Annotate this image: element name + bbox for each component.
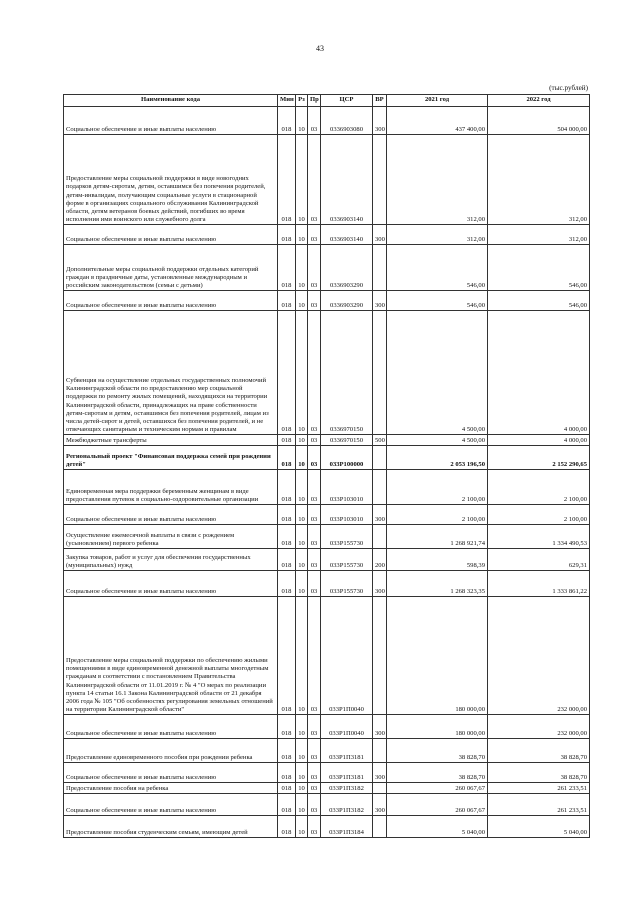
cell-rz: 10 bbox=[296, 525, 308, 549]
cell-rz: 10 bbox=[296, 435, 308, 446]
table-row bbox=[64, 446, 590, 470]
cell-pr: 03 bbox=[308, 597, 321, 715]
cell-min: 018 bbox=[278, 763, 296, 783]
cell-2022: 2 100,00 bbox=[488, 505, 590, 525]
cell-pr: 03 bbox=[308, 739, 321, 763]
cell-vr: 200 bbox=[373, 549, 387, 571]
cell-pr: 03 bbox=[308, 505, 321, 525]
cell-name: Социальное обеспечение и иные выплаты населению bbox=[64, 571, 278, 597]
cell-2022: 4 000,00 bbox=[488, 311, 590, 435]
cell-name: Субвенция на осуществление отдельных государственных полномочий Калининградской области по предоставлению мер социальной поддержки по ремонту жилых помещений, находящихся на территории Калининградской области, принадлежащих на праве собственности детям-сиротам и детям, оставшимся без попечения родителей, лицам из числа детей-сирот и детей, оставшихся без попечения родителей, и не отвечающих санитарным и техническим нормам и правилам bbox=[64, 311, 278, 435]
cell-2021: 598,39 bbox=[387, 549, 488, 571]
cell-rz: 10 bbox=[296, 739, 308, 763]
cell-min: 018 bbox=[278, 597, 296, 715]
table-row bbox=[64, 107, 590, 135]
cell-csr: 033P1П3182 bbox=[321, 783, 373, 794]
cell-min: 018 bbox=[278, 783, 296, 794]
cell-2021: 437 400,00 bbox=[387, 107, 488, 135]
cell-2022: 232 000,00 bbox=[488, 597, 590, 715]
cell-name: Предоставление пособия на ребенка bbox=[64, 783, 278, 794]
cell-csr: 033P1П0040 bbox=[321, 715, 373, 739]
cell-csr: 033P103010 bbox=[321, 505, 373, 525]
cell-min: 018 bbox=[278, 107, 296, 135]
cell-name: Дополнительные меры социальной поддержки отдельных категорий граждан в праздничные даты, установленные международным и российским законодательством (семьи с детьми) bbox=[64, 245, 278, 291]
cell-2021: 4 500,00 bbox=[387, 435, 488, 446]
cell-rz: 10 bbox=[296, 107, 308, 135]
cell-min: 018 bbox=[278, 505, 296, 525]
cell-min: 018 bbox=[278, 571, 296, 597]
cell-rz: 10 bbox=[296, 470, 308, 505]
cell-2021: 260 067,67 bbox=[387, 794, 488, 816]
cell-vr bbox=[373, 245, 387, 291]
cell-2022: 261 233,51 bbox=[488, 794, 590, 816]
table-row bbox=[64, 470, 590, 505]
cell-name: Социальное обеспечение и иные выплаты населению bbox=[64, 291, 278, 311]
cell-2022: 629,31 bbox=[488, 549, 590, 571]
cell-min: 018 bbox=[278, 311, 296, 435]
cell-vr: 300 bbox=[373, 291, 387, 311]
cell-2021: 5 040,00 bbox=[387, 816, 488, 838]
header-csr: ЦСР bbox=[321, 95, 373, 107]
cell-pr: 03 bbox=[308, 525, 321, 549]
cell-pr: 03 bbox=[308, 783, 321, 794]
cell-rz: 10 bbox=[296, 225, 308, 245]
cell-csr: 033P1П3181 bbox=[321, 739, 373, 763]
cell-min: 018 bbox=[278, 225, 296, 245]
table-row bbox=[64, 571, 590, 597]
cell-2022: 1 334 490,53 bbox=[488, 525, 590, 549]
cell-pr: 03 bbox=[308, 549, 321, 571]
cell-rz: 10 bbox=[296, 715, 308, 739]
cell-2022: 38 828,70 bbox=[488, 763, 590, 783]
cell-csr: 0336903140 bbox=[321, 225, 373, 245]
header-name: Наименование кода bbox=[64, 95, 278, 107]
cell-2022: 504 000,00 bbox=[488, 107, 590, 135]
header-2021: 2021 год bbox=[387, 95, 488, 107]
cell-name: Региональный проект "Финансовая поддержка семей при рождении детей" bbox=[64, 446, 278, 470]
cell-2022: 2 100,00 bbox=[488, 470, 590, 505]
cell-vr: 500 bbox=[373, 435, 387, 446]
table-row bbox=[64, 549, 590, 571]
cell-min: 018 bbox=[278, 245, 296, 291]
table-row bbox=[64, 597, 590, 715]
cell-2022: 546,00 bbox=[488, 245, 590, 291]
cell-vr bbox=[373, 739, 387, 763]
cell-csr: 0336970150 bbox=[321, 435, 373, 446]
cell-min: 018 bbox=[278, 715, 296, 739]
header-vr: ВР bbox=[373, 95, 387, 107]
cell-2022: 2 152 290,65 bbox=[488, 446, 590, 470]
cell-2022: 1 333 861,22 bbox=[488, 571, 590, 597]
cell-rz: 10 bbox=[296, 549, 308, 571]
header-2022: 2022 год bbox=[488, 95, 590, 107]
cell-pr: 03 bbox=[308, 794, 321, 816]
cell-csr: 033P155730 bbox=[321, 549, 373, 571]
cell-min: 018 bbox=[278, 794, 296, 816]
cell-name: Социальное обеспечение и иные выплаты населению bbox=[64, 794, 278, 816]
cell-rz: 10 bbox=[296, 794, 308, 816]
cell-vr bbox=[373, 446, 387, 470]
cell-csr: 0336903140 bbox=[321, 135, 373, 225]
cell-min: 018 bbox=[278, 470, 296, 505]
cell-pr: 03 bbox=[308, 225, 321, 245]
cell-name: Осуществление ежемесячной выплаты в связи с рождением (усыновлением) первого ребенка bbox=[64, 525, 278, 549]
cell-rz: 10 bbox=[296, 783, 308, 794]
cell-2021: 38 828,70 bbox=[387, 763, 488, 783]
table-row bbox=[64, 783, 590, 794]
table-row bbox=[64, 291, 590, 311]
cell-csr: 0336903080 bbox=[321, 107, 373, 135]
cell-vr bbox=[373, 783, 387, 794]
table-row bbox=[64, 715, 590, 739]
cell-pr: 03 bbox=[308, 107, 321, 135]
table-row bbox=[64, 135, 590, 225]
cell-rz: 10 bbox=[296, 311, 308, 435]
cell-pr: 03 bbox=[308, 763, 321, 783]
cell-min: 018 bbox=[278, 549, 296, 571]
table-row bbox=[64, 311, 590, 435]
table-row bbox=[64, 763, 590, 783]
cell-min: 018 bbox=[278, 739, 296, 763]
cell-csr: 0336903290 bbox=[321, 291, 373, 311]
units-label: (тыс.рублей) bbox=[549, 84, 588, 92]
cell-name: Социальное обеспечение и иные выплаты населению bbox=[64, 225, 278, 245]
cell-2022: 261 233,51 bbox=[488, 783, 590, 794]
cell-name: Единовременная мера поддержки беременным женщинам в виде предоставления путевок в социально-оздоровительные организации bbox=[64, 470, 278, 505]
cell-2021: 546,00 bbox=[387, 245, 488, 291]
cell-vr: 300 bbox=[373, 571, 387, 597]
cell-min: 018 bbox=[278, 446, 296, 470]
cell-2022: 232 000,00 bbox=[488, 715, 590, 739]
cell-2021: 4 500,00 bbox=[387, 311, 488, 435]
cell-pr: 03 bbox=[308, 291, 321, 311]
cell-pr: 03 bbox=[308, 311, 321, 435]
cell-2021: 2 100,00 bbox=[387, 505, 488, 525]
cell-2022: 546,00 bbox=[488, 291, 590, 311]
cell-csr: 033P100000 bbox=[321, 446, 373, 470]
cell-name: Социальное обеспечение и иные выплаты населению bbox=[64, 505, 278, 525]
cell-vr: 300 bbox=[373, 505, 387, 525]
cell-pr: 03 bbox=[308, 135, 321, 225]
cell-vr bbox=[373, 597, 387, 715]
cell-name: Закупка товаров, работ и услуг для обеспечения государственных (муниципальных) нужд bbox=[64, 549, 278, 571]
table-row bbox=[64, 435, 590, 446]
cell-csr: 0336970150 bbox=[321, 311, 373, 435]
cell-rz: 10 bbox=[296, 135, 308, 225]
header-rz: Рз bbox=[296, 95, 308, 107]
cell-2021: 312,00 bbox=[387, 135, 488, 225]
cell-2021: 1 268 323,35 bbox=[387, 571, 488, 597]
cell-rz: 10 bbox=[296, 571, 308, 597]
cell-vr: 300 bbox=[373, 107, 387, 135]
table-row bbox=[64, 225, 590, 245]
cell-pr: 03 bbox=[308, 435, 321, 446]
cell-csr: 033P1П3184 bbox=[321, 816, 373, 838]
table-row bbox=[64, 245, 590, 291]
page-number: 43 bbox=[316, 44, 324, 53]
cell-vr: 300 bbox=[373, 794, 387, 816]
cell-2021: 1 268 921,74 bbox=[387, 525, 488, 549]
cell-csr: 033P1П3182 bbox=[321, 794, 373, 816]
cell-pr: 03 bbox=[308, 245, 321, 291]
cell-rz: 10 bbox=[296, 763, 308, 783]
cell-vr bbox=[373, 470, 387, 505]
cell-vr: 300 bbox=[373, 225, 387, 245]
cell-rz: 10 bbox=[296, 245, 308, 291]
cell-rz: 10 bbox=[296, 291, 308, 311]
table-row bbox=[64, 505, 590, 525]
cell-csr: 033P1П3181 bbox=[321, 763, 373, 783]
table-row bbox=[64, 794, 590, 816]
cell-vr: 300 bbox=[373, 763, 387, 783]
cell-2021: 546,00 bbox=[387, 291, 488, 311]
cell-name: Предоставление меры социальной поддержки по обеспечению жилыми помещениями в виде единовременной денежной выплаты многодетным гражданам в соответствии с постановлением Правительства Калининградской области от 11.01.2019 г. № 4 "О мерах по реализации пункта 14 статьи 16.1 Закона Калининградской области от 21 декабря 2006 года № 105 "Об особенностях регулирования земельных отношений на территории Калининградской области" bbox=[64, 597, 278, 715]
cell-pr: 03 bbox=[308, 470, 321, 505]
budget-table bbox=[63, 94, 590, 838]
cell-rz: 10 bbox=[296, 505, 308, 525]
header-min: Мин bbox=[278, 95, 296, 107]
cell-2021: 38 828,70 bbox=[387, 739, 488, 763]
cell-pr: 03 bbox=[308, 446, 321, 470]
cell-min: 018 bbox=[278, 435, 296, 446]
cell-vr bbox=[373, 525, 387, 549]
cell-2021: 180 000,00 bbox=[387, 715, 488, 739]
cell-csr: 033P103010 bbox=[321, 470, 373, 505]
cell-rz: 10 bbox=[296, 816, 308, 838]
table-row bbox=[64, 525, 590, 549]
cell-pr: 03 bbox=[308, 816, 321, 838]
cell-csr: 0336903290 bbox=[321, 245, 373, 291]
cell-csr: 033P155730 bbox=[321, 525, 373, 549]
cell-rz: 10 bbox=[296, 597, 308, 715]
cell-rz: 10 bbox=[296, 446, 308, 470]
cell-2022: 5 040,00 bbox=[488, 816, 590, 838]
header-pr: Пр bbox=[308, 95, 321, 107]
cell-min: 018 bbox=[278, 291, 296, 311]
cell-name: Предоставление меры социальной поддержки в виде новогодних подарков детям-сиротам, детям, оставшимся без попечения родителей, детям-инвалидам, получающим социальные услуги в стационарной форме в организациях социального обслуживания Калининградской области, детям ветеранов боевых действий, погибших во время исполнения ими воинского или служебного долга bbox=[64, 135, 278, 225]
cell-name: Социальное обеспечение и иные выплаты населению bbox=[64, 763, 278, 783]
cell-name: Межбюджетные трансферты bbox=[64, 435, 278, 446]
cell-2022: 4 000,00 bbox=[488, 435, 590, 446]
table-row bbox=[64, 816, 590, 838]
table-row bbox=[64, 739, 590, 763]
cell-name: Предоставление пособия студенческим семьям, имеющим детей bbox=[64, 816, 278, 838]
cell-pr: 03 bbox=[308, 715, 321, 739]
cell-name: Предоставление единовременного пособия при рождении ребенка bbox=[64, 739, 278, 763]
cell-min: 018 bbox=[278, 135, 296, 225]
cell-csr: 033P155730 bbox=[321, 571, 373, 597]
table-header-row bbox=[64, 95, 590, 107]
cell-2021: 180 000,00 bbox=[387, 597, 488, 715]
cell-name: Социальное обеспечение и иные выплаты населению bbox=[64, 107, 278, 135]
cell-2021: 260 067,67 bbox=[387, 783, 488, 794]
cell-min: 018 bbox=[278, 816, 296, 838]
cell-pr: 03 bbox=[308, 571, 321, 597]
cell-2022: 38 828,70 bbox=[488, 739, 590, 763]
cell-vr: 300 bbox=[373, 715, 387, 739]
cell-csr: 033P1П0040 bbox=[321, 597, 373, 715]
cell-2022: 312,00 bbox=[488, 135, 590, 225]
cell-2021: 2 053 196,50 bbox=[387, 446, 488, 470]
cell-2021: 312,00 bbox=[387, 225, 488, 245]
cell-min: 018 bbox=[278, 525, 296, 549]
cell-2022: 312,00 bbox=[488, 225, 590, 245]
cell-2021: 2 100,00 bbox=[387, 470, 488, 505]
cell-vr bbox=[373, 311, 387, 435]
cell-vr bbox=[373, 816, 387, 838]
cell-vr bbox=[373, 135, 387, 225]
table-body bbox=[64, 107, 590, 838]
cell-name: Социальное обеспечение и иные выплаты населению bbox=[64, 715, 278, 739]
